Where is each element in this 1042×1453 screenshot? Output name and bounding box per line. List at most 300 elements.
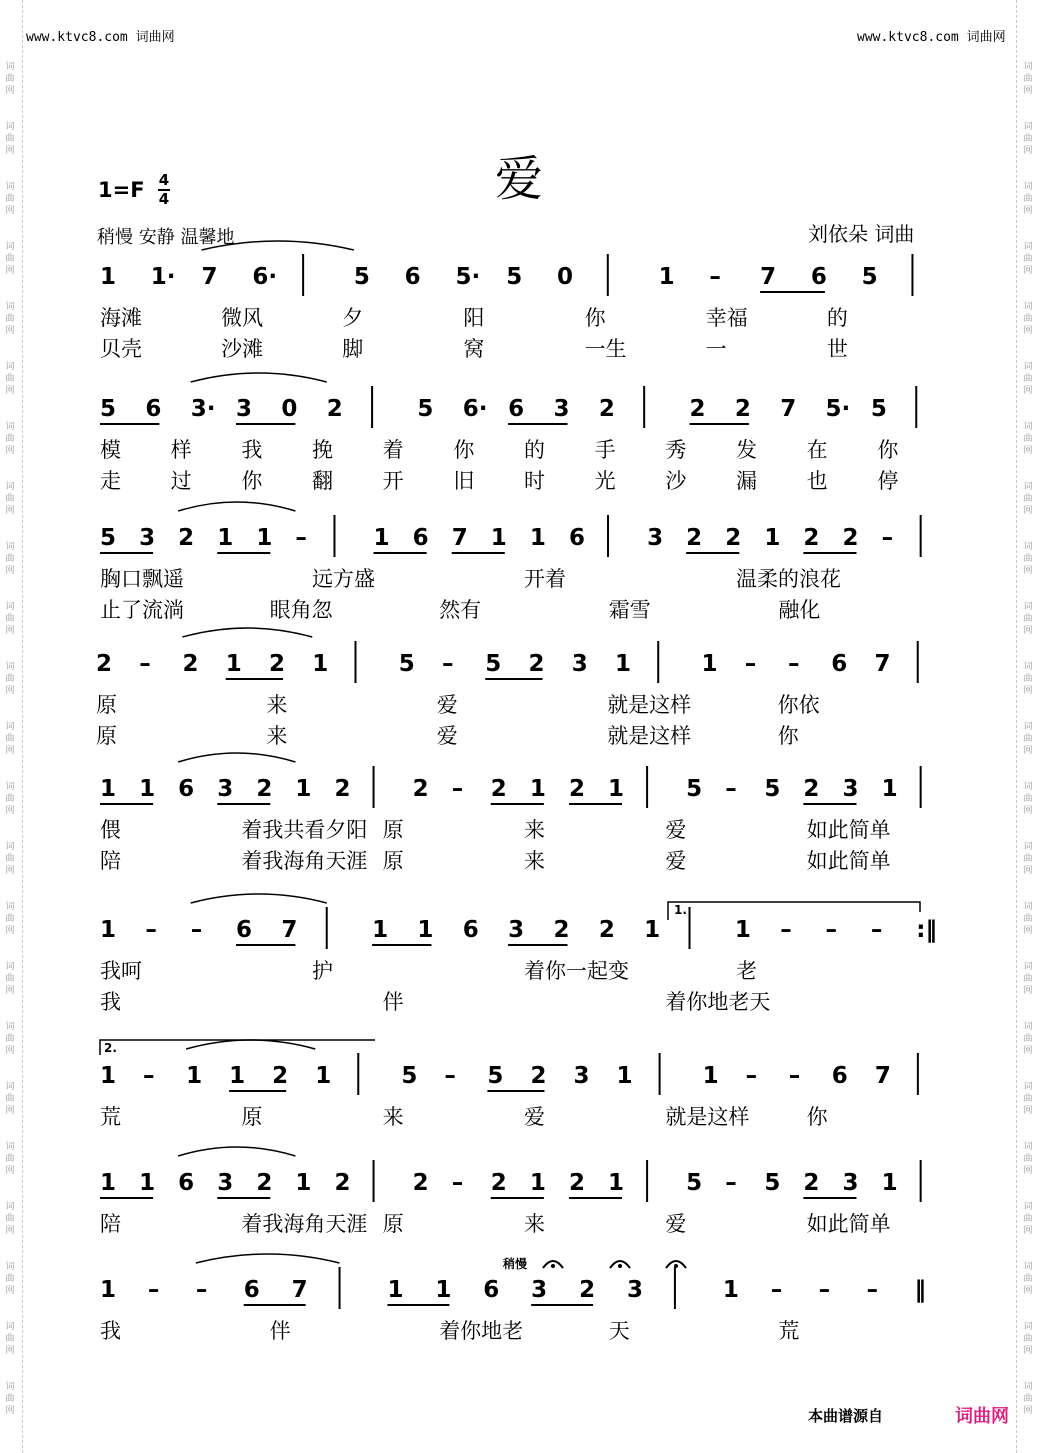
note: 2 bbox=[490, 776, 507, 802]
note: 5 bbox=[417, 396, 434, 422]
tie-arc bbox=[202, 241, 354, 250]
note: 5 bbox=[506, 264, 523, 290]
side-watermark-char: 曲 bbox=[1023, 1094, 1033, 1104]
lyric-verse2: 翻 bbox=[312, 469, 333, 493]
note: 1 bbox=[315, 1063, 332, 1089]
lyric-verse1: 护 bbox=[312, 959, 333, 983]
note: 2 bbox=[182, 651, 199, 677]
note: 2 bbox=[490, 1170, 507, 1196]
side-watermark-char: 词 bbox=[1023, 182, 1033, 192]
lyric-verse1: 爱 bbox=[436, 693, 458, 717]
note: – bbox=[451, 1170, 464, 1196]
note: – bbox=[788, 1063, 801, 1089]
lyric-verse1: 你 bbox=[584, 306, 606, 330]
note: 5 bbox=[686, 1170, 703, 1196]
note: – bbox=[744, 651, 757, 677]
side-watermark-char: 曲 bbox=[5, 854, 15, 864]
note: 1 bbox=[229, 1063, 246, 1089]
note: 3 bbox=[627, 1277, 644, 1303]
note: – bbox=[441, 651, 454, 677]
lyric-verse1: 来 bbox=[524, 818, 545, 842]
footer-source: 本曲谱源自 bbox=[808, 1407, 884, 1425]
side-watermark-char: 词 bbox=[5, 902, 15, 912]
side-watermark-char: 词 bbox=[1023, 62, 1033, 72]
side-watermark-char: 词 bbox=[5, 1262, 15, 1272]
note: 5 bbox=[100, 525, 117, 551]
note: 1 bbox=[295, 776, 312, 802]
side-watermark-char: 网 bbox=[5, 626, 15, 636]
note: 2 bbox=[598, 917, 615, 943]
note: 2 bbox=[568, 776, 585, 802]
note: 3 bbox=[531, 1277, 548, 1303]
side-watermark-char: 曲 bbox=[5, 74, 15, 84]
note: 5 bbox=[487, 1063, 504, 1089]
side-watermark-char: 词 bbox=[1023, 302, 1033, 312]
note: – bbox=[145, 917, 157, 943]
lyric-verse2: 我 bbox=[100, 990, 121, 1014]
side-watermark-char: 曲 bbox=[1023, 1334, 1033, 1344]
side-watermark-char: 曲 bbox=[5, 1394, 15, 1404]
note: 2 bbox=[256, 776, 273, 802]
lyric-verse1: 你 bbox=[453, 438, 475, 462]
note: – bbox=[725, 1170, 737, 1196]
note: 6 bbox=[810, 264, 827, 290]
lyric-verse1: 偎 bbox=[100, 818, 121, 842]
note: 3 bbox=[508, 917, 525, 943]
note: 2 bbox=[803, 1170, 820, 1196]
side-watermark-char: 词 bbox=[1023, 1082, 1033, 1092]
site-url-left: www.ktvc8.com 词曲网 bbox=[26, 30, 175, 45]
lyric-verse2: 着我海角天涯 bbox=[241, 849, 368, 873]
note: 2 bbox=[803, 776, 820, 802]
lyric-verse1: 爱 bbox=[665, 818, 687, 842]
tie-arc bbox=[178, 502, 295, 511]
note: 5 bbox=[401, 1063, 418, 1089]
lyric-verse2: 沙滩 bbox=[221, 337, 264, 361]
note: 2 bbox=[326, 396, 343, 422]
note: – bbox=[147, 1277, 160, 1303]
note: 2 bbox=[842, 525, 859, 551]
volta-2-label: 2. bbox=[104, 1041, 117, 1055]
note: 1 bbox=[100, 1063, 117, 1089]
side-watermark-char: 曲 bbox=[1023, 974, 1033, 984]
note: 5 bbox=[686, 776, 703, 802]
note: – bbox=[870, 917, 883, 943]
tie-arc bbox=[178, 1147, 295, 1156]
note: 1 bbox=[764, 525, 781, 551]
note: 2 bbox=[256, 1170, 273, 1196]
note: 3 bbox=[217, 776, 234, 802]
side-watermark-char: 词 bbox=[5, 482, 15, 492]
side-watermark-char: 曲 bbox=[5, 494, 15, 504]
note: 2 bbox=[598, 396, 615, 422]
side-watermark-char: 词 bbox=[5, 662, 15, 672]
note: 7 bbox=[760, 264, 777, 290]
lyric-verse2: 伴 bbox=[382, 990, 404, 1014]
lyric-verse1: 着我海角天涯 bbox=[241, 1212, 368, 1236]
lyric-verse1: 我呵 bbox=[100, 959, 142, 983]
lyric-verse2: 停 bbox=[877, 469, 899, 493]
lyric-verse2: 就是这样 bbox=[607, 724, 692, 748]
side-watermark-char: 曲 bbox=[5, 674, 15, 684]
note: 2 bbox=[734, 396, 751, 422]
side-watermark-char: 曲 bbox=[1023, 314, 1033, 324]
side-watermark-char: 网 bbox=[5, 926, 15, 936]
side-watermark-char: 曲 bbox=[5, 974, 15, 984]
note: 1 bbox=[373, 525, 390, 551]
note: 2 bbox=[412, 776, 429, 802]
lyric-verse2: 时 bbox=[524, 469, 545, 493]
side-watermark-char: 曲 bbox=[5, 1094, 15, 1104]
side-watermark-char: 曲 bbox=[1023, 1154, 1033, 1164]
lyric-verse2: 融化 bbox=[778, 598, 821, 622]
side-watermark-char: 词 bbox=[1023, 1022, 1033, 1032]
side-watermark-char: 曲 bbox=[5, 194, 15, 204]
side-watermark-char: 网 bbox=[5, 686, 15, 696]
note: 2 bbox=[689, 396, 706, 422]
side-watermark-char: 词 bbox=[1023, 242, 1033, 252]
site-url-right: www.ktvc8.com 词曲网 bbox=[857, 30, 1006, 45]
side-watermark-char: 网 bbox=[1023, 1166, 1033, 1176]
volta-2-bracket bbox=[100, 1040, 375, 1055]
note: 1 bbox=[616, 1063, 633, 1089]
lyric-verse1: 阳 bbox=[463, 306, 485, 330]
note: 2 bbox=[178, 525, 195, 551]
side-watermark-char: 网 bbox=[1023, 266, 1033, 276]
note: – bbox=[444, 1063, 456, 1089]
note: 6 bbox=[831, 1063, 848, 1089]
note: 3 bbox=[139, 525, 156, 551]
note: 1 bbox=[372, 917, 389, 943]
side-watermark-char: 网 bbox=[1023, 926, 1033, 936]
note: 1 bbox=[139, 776, 156, 802]
note: 1· bbox=[150, 264, 176, 290]
note: – bbox=[825, 917, 838, 943]
note: 1 bbox=[100, 776, 117, 802]
song-title: 爱 bbox=[495, 151, 544, 207]
side-watermark-char: 网 bbox=[5, 386, 15, 396]
note: 5 bbox=[353, 264, 370, 290]
lyric-verse1: 原 bbox=[382, 1212, 404, 1236]
note: 2 bbox=[334, 1170, 351, 1196]
note: 0 bbox=[281, 396, 298, 422]
side-watermark-char: 词 bbox=[1023, 542, 1033, 552]
side-watermark-char: 网 bbox=[5, 326, 15, 336]
note: 1 bbox=[100, 264, 117, 290]
tie-arc bbox=[191, 373, 327, 382]
note: – bbox=[143, 1063, 155, 1089]
side-watermark-char: 词 bbox=[1023, 362, 1033, 372]
note: 6 bbox=[178, 1170, 195, 1196]
lyric-verse1: 天 bbox=[608, 1319, 630, 1343]
note: – bbox=[195, 1277, 208, 1303]
lyric-verse1: 远方盛 bbox=[312, 567, 375, 591]
side-watermark-char: 词 bbox=[1023, 662, 1033, 672]
side-watermark-char: 网 bbox=[5, 1046, 15, 1056]
lyric-verse1: 老 bbox=[736, 959, 757, 983]
lyric-verse1: 伴 bbox=[269, 1319, 291, 1343]
lyric-verse2: 光 bbox=[594, 469, 616, 493]
lyric-verse2: 沙 bbox=[665, 469, 687, 493]
note: 6 bbox=[243, 1277, 260, 1303]
lyric-verse1: 着我共看夕阳 bbox=[241, 818, 368, 842]
side-watermark-char: 曲 bbox=[5, 734, 15, 744]
note: 2 bbox=[553, 917, 570, 943]
side-watermark-char: 词 bbox=[5, 602, 15, 612]
side-watermark-char: 曲 bbox=[5, 794, 15, 804]
side-watermark-char: 网 bbox=[5, 866, 15, 876]
note: 7 bbox=[874, 651, 891, 677]
side-watermark-char: 网 bbox=[1023, 206, 1033, 216]
side-watermark-char: 曲 bbox=[1023, 494, 1033, 504]
side-watermark-char: 曲 bbox=[5, 254, 15, 264]
side-watermark-char: 网 bbox=[1023, 866, 1033, 876]
lyric-verse2: 陪 bbox=[100, 849, 121, 873]
lyric-verse1: 挽 bbox=[312, 438, 333, 462]
lyric-verse1: 我 bbox=[100, 1319, 121, 1343]
side-watermark-char: 曲 bbox=[5, 434, 15, 444]
note: 6 bbox=[404, 264, 421, 290]
note: 6 bbox=[462, 917, 479, 943]
note: 5 bbox=[764, 1170, 781, 1196]
side-watermark-char: 词 bbox=[5, 962, 15, 972]
side-watermark-char: 词 bbox=[5, 722, 15, 732]
side-watermark-char: 词 bbox=[5, 122, 15, 132]
note: 7 bbox=[291, 1277, 308, 1303]
note: 2 bbox=[268, 651, 286, 677]
note: – bbox=[881, 525, 894, 551]
side-watermark-char: 曲 bbox=[5, 134, 15, 144]
note: 0 bbox=[557, 264, 574, 290]
side-watermark-char: 词 bbox=[1023, 1262, 1033, 1272]
lyric-verse2: 爱 bbox=[665, 849, 687, 873]
note: 6 bbox=[508, 396, 525, 422]
side-watermark-char: 曲 bbox=[1023, 614, 1033, 624]
note: – bbox=[295, 525, 307, 551]
side-watermark-char: 曲 bbox=[1023, 1214, 1033, 1224]
lyric-verse1: 在 bbox=[806, 438, 828, 462]
fermata-dot bbox=[618, 1264, 622, 1268]
side-watermark-char: 词 bbox=[5, 182, 15, 192]
side-watermark-char: 网 bbox=[5, 986, 15, 996]
note: 1 bbox=[225, 651, 242, 677]
side-watermark-char: 网 bbox=[1023, 1226, 1033, 1236]
side-watermark-char: 词 bbox=[1023, 1142, 1033, 1152]
note: 1 bbox=[312, 651, 329, 677]
note: 7 bbox=[281, 917, 298, 943]
side-watermark-char: 曲 bbox=[5, 614, 15, 624]
tie-arc bbox=[178, 753, 295, 762]
note: 1 bbox=[881, 776, 898, 802]
lyric-verse2: 来 bbox=[266, 724, 288, 748]
note: 1 bbox=[100, 917, 117, 943]
note: 6 bbox=[178, 776, 195, 802]
note: 6· bbox=[252, 264, 278, 290]
note: – bbox=[709, 264, 721, 290]
side-watermark-char: 曲 bbox=[1023, 1394, 1033, 1404]
note: 1 bbox=[722, 1277, 739, 1303]
side-watermark-char: 曲 bbox=[1023, 434, 1033, 444]
side-watermark-char: 曲 bbox=[1023, 254, 1033, 264]
note: 5· bbox=[825, 396, 851, 422]
note: 5 bbox=[861, 264, 878, 290]
lyric-verse2: 如此简单 bbox=[806, 849, 891, 873]
side-watermark-char: 网 bbox=[1023, 386, 1033, 396]
lyric-verse2: 爱 bbox=[436, 724, 458, 748]
note: 6· bbox=[462, 396, 488, 422]
side-watermark-char: 词 bbox=[5, 242, 15, 252]
note: 2 bbox=[412, 1170, 429, 1196]
note: 3 bbox=[571, 651, 588, 677]
note: 3 bbox=[217, 1170, 234, 1196]
side-watermark-char: 曲 bbox=[5, 1034, 15, 1044]
side-watermark-char: 曲 bbox=[1023, 554, 1033, 564]
note: 3 bbox=[647, 525, 664, 551]
note: 1 bbox=[702, 1063, 719, 1089]
side-watermark-char: 网 bbox=[1023, 746, 1033, 756]
side-watermark-char: 曲 bbox=[1023, 1034, 1033, 1044]
side-watermark-char: 曲 bbox=[1023, 734, 1033, 744]
side-watermark-char: 曲 bbox=[1023, 1274, 1033, 1284]
note: – bbox=[725, 776, 737, 802]
lyric-verse1: 荒 bbox=[100, 1105, 121, 1129]
note: – bbox=[866, 1277, 879, 1303]
lyric-verse1: 模 bbox=[100, 438, 121, 462]
note: 1 bbox=[295, 1170, 312, 1196]
time-top: 4 bbox=[158, 171, 170, 189]
note: 6 bbox=[831, 651, 848, 677]
note: 2 bbox=[725, 525, 742, 551]
note: 1 bbox=[387, 1277, 404, 1303]
side-watermark-char: 词 bbox=[1023, 1382, 1033, 1392]
side-watermark-char: 词 bbox=[1023, 482, 1033, 492]
note: 6 bbox=[145, 396, 162, 422]
lyric-verse1: 的 bbox=[524, 438, 545, 462]
side-watermark-char: 曲 bbox=[1023, 194, 1033, 204]
note: 1 bbox=[701, 651, 718, 677]
note: 1 bbox=[186, 1063, 203, 1089]
side-watermark-char: 网 bbox=[5, 446, 15, 456]
tie-arc bbox=[196, 1254, 340, 1263]
note: 2 bbox=[579, 1277, 596, 1303]
side-watermark-char: 词 bbox=[5, 1022, 15, 1032]
lyric-verse1: 夕 bbox=[342, 306, 364, 330]
side-watermark-char: 网 bbox=[1023, 1046, 1033, 1056]
side-watermark-char: 网 bbox=[1023, 1346, 1033, 1356]
side-watermark-char: 词 bbox=[1023, 602, 1033, 612]
note: 2 bbox=[334, 776, 351, 802]
side-watermark-char: 曲 bbox=[1023, 674, 1033, 684]
side-watermark-char: 词 bbox=[5, 842, 15, 852]
key-signature: 1=F bbox=[98, 178, 145, 202]
lyric-verse2: 走 bbox=[100, 469, 121, 493]
side-watermark-char: 曲 bbox=[1023, 794, 1033, 804]
lyric-verse1: 来 bbox=[382, 1105, 404, 1129]
note: 6 bbox=[236, 917, 253, 943]
side-watermark-char: 曲 bbox=[5, 554, 15, 564]
final-barline: :‖ bbox=[916, 917, 937, 943]
lyric-verse1: 原 bbox=[382, 818, 404, 842]
lyric-verse1: 着 bbox=[382, 438, 404, 462]
side-watermark-char: 网 bbox=[5, 1226, 15, 1236]
side-watermark-char: 网 bbox=[1023, 686, 1033, 696]
lyric-verse2: 然有 bbox=[439, 598, 482, 622]
final-barline: ‖ bbox=[914, 1277, 926, 1303]
note: – bbox=[745, 1063, 758, 1089]
note: – bbox=[770, 1277, 783, 1303]
note: 1 bbox=[139, 1170, 156, 1196]
lyric-verse1: 手 bbox=[594, 438, 616, 462]
side-watermark-char: 曲 bbox=[5, 1154, 15, 1164]
side-watermark-char: 网 bbox=[5, 266, 15, 276]
lyric-verse1: 幸福 bbox=[705, 306, 748, 330]
lyric-verse2: 原 bbox=[382, 849, 404, 873]
side-watermark-char: 词 bbox=[5, 1082, 15, 1092]
note: 3 bbox=[573, 1063, 590, 1089]
side-watermark-char: 网 bbox=[1023, 326, 1033, 336]
note: 5 bbox=[398, 651, 415, 677]
side-watermark-char: 词 bbox=[1023, 422, 1033, 432]
side-watermark-char: 词 bbox=[5, 302, 15, 312]
lyric-verse1: 就是这样 bbox=[665, 1105, 750, 1129]
side-watermark-char: 网 bbox=[5, 806, 15, 816]
note: 3 bbox=[236, 396, 253, 422]
lyric-verse1: 爱 bbox=[665, 1212, 687, 1236]
side-watermark-char: 网 bbox=[1023, 1106, 1033, 1116]
lyric-verse1: 的 bbox=[826, 306, 848, 330]
side-watermark-char: 曲 bbox=[1023, 134, 1033, 144]
lyric-verse2: 开 bbox=[382, 469, 404, 493]
note: 1 bbox=[881, 1170, 898, 1196]
side-watermark-char: 网 bbox=[5, 1166, 15, 1176]
side-watermark-char: 网 bbox=[5, 86, 15, 96]
side-watermark-char: 词 bbox=[5, 62, 15, 72]
lyric-verse1: 温柔的浪花 bbox=[736, 567, 841, 591]
lyric-verse1: 陪 bbox=[100, 1212, 121, 1236]
side-watermark-char: 网 bbox=[1023, 986, 1033, 996]
lyric-verse1: 如此简单 bbox=[806, 818, 891, 842]
side-watermark-char: 词 bbox=[5, 1382, 15, 1392]
note: 1 bbox=[256, 525, 273, 551]
lyric-verse2: 过 bbox=[170, 469, 192, 493]
note: 2 bbox=[272, 1063, 289, 1089]
lyric-verse1: 爱 bbox=[524, 1105, 545, 1129]
side-watermark-char: 网 bbox=[5, 206, 15, 216]
side-watermark-char: 词 bbox=[5, 362, 15, 372]
lyric-verse1: 就是这样 bbox=[607, 693, 692, 717]
side-watermark-char: 词 bbox=[5, 1142, 15, 1152]
note: – bbox=[139, 651, 151, 677]
fermata-dot bbox=[674, 1264, 678, 1268]
side-watermark-char: 网 bbox=[1023, 1286, 1033, 1296]
side-watermark-char: 网 bbox=[1023, 806, 1033, 816]
side-watermark-char: 网 bbox=[5, 506, 15, 516]
lyric-verse1: 如此简单 bbox=[806, 1212, 891, 1236]
note: 7 bbox=[874, 1063, 891, 1089]
tie-arc bbox=[191, 894, 327, 903]
side-watermark-char: 曲 bbox=[5, 914, 15, 924]
lyric-verse1: 你 bbox=[877, 438, 899, 462]
lyric-verse2: 着你地老天 bbox=[665, 990, 771, 1014]
note: 1 bbox=[529, 525, 546, 551]
lyric-verse2: 漏 bbox=[736, 469, 757, 493]
note: 6 bbox=[568, 525, 585, 551]
lyric-verse1: 秀 bbox=[665, 438, 687, 462]
note: 7 bbox=[780, 396, 797, 422]
side-watermark-char: 词 bbox=[1023, 1322, 1033, 1332]
tie-arc bbox=[186, 1040, 315, 1049]
lyric-verse1: 我 bbox=[241, 438, 263, 462]
